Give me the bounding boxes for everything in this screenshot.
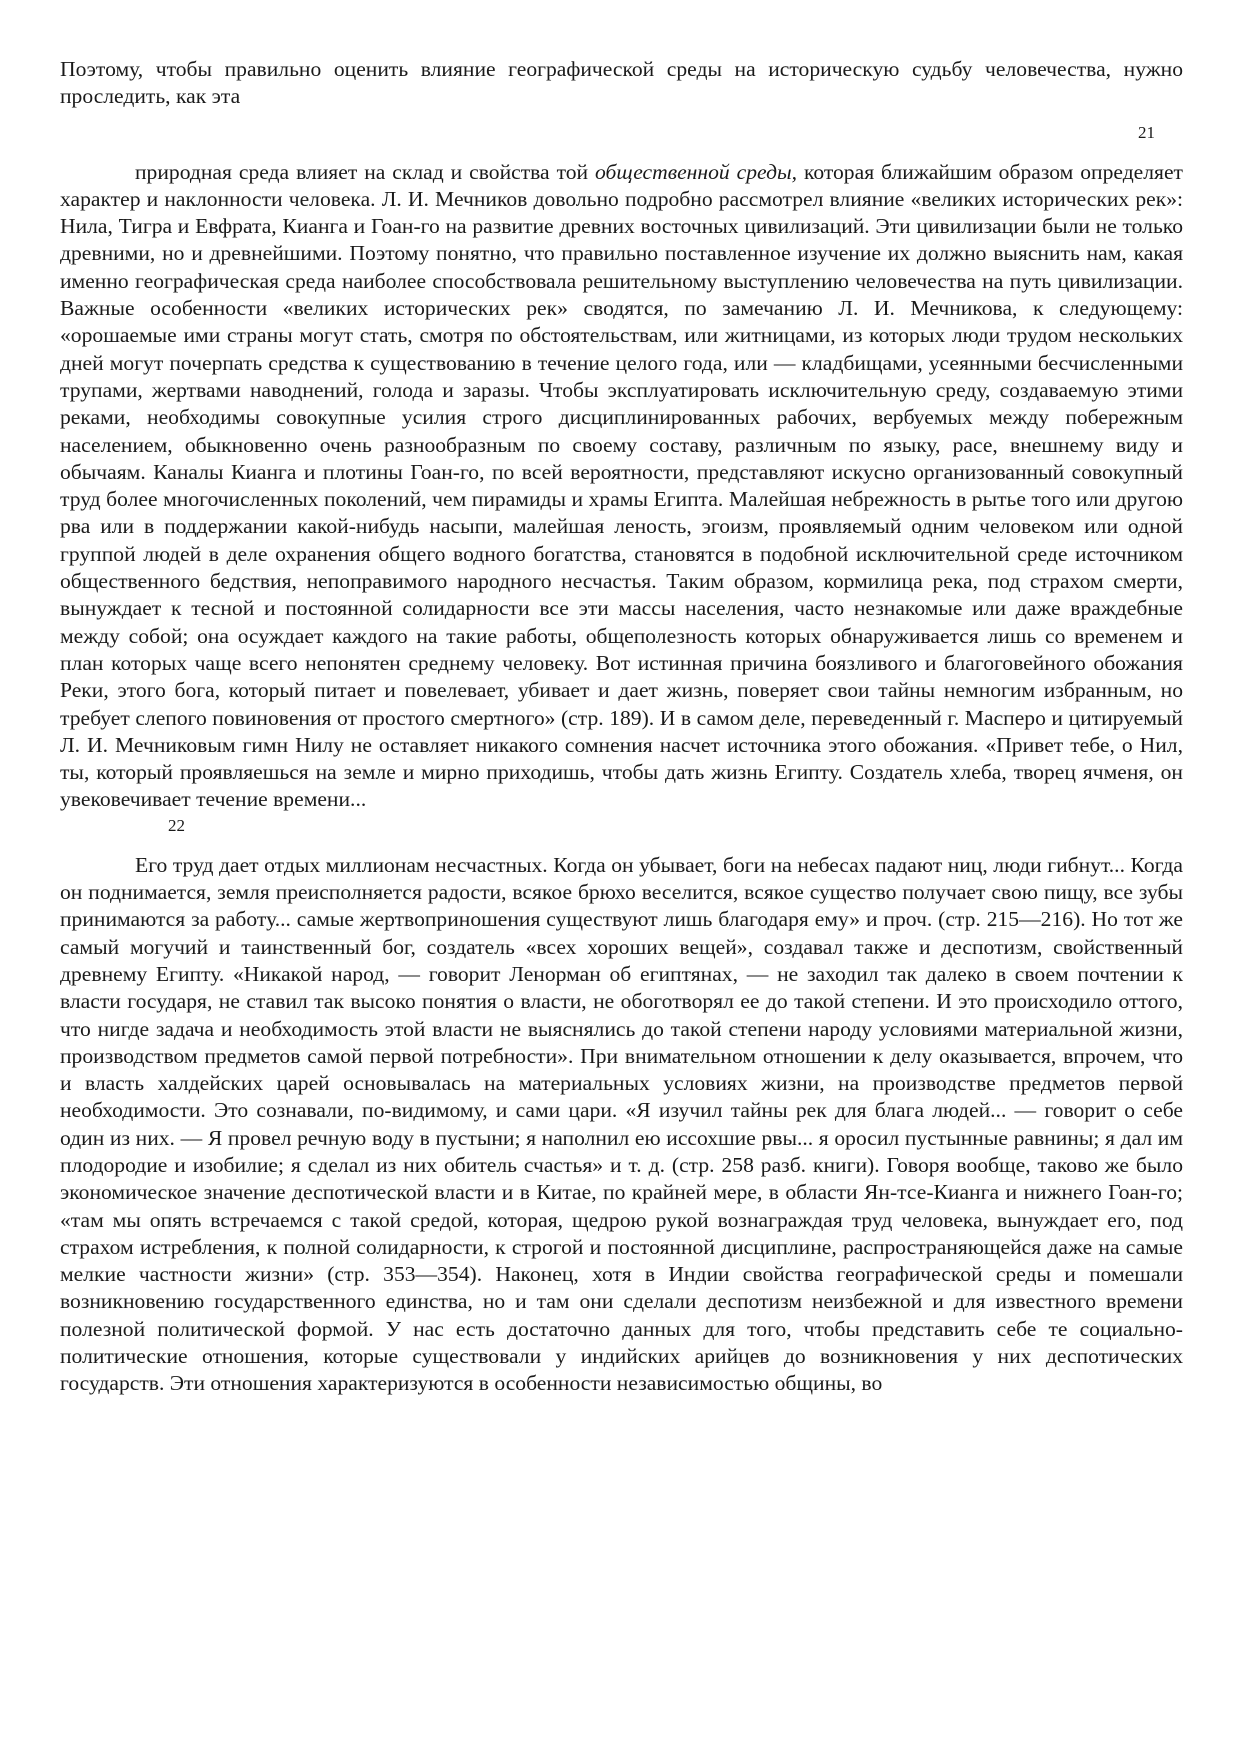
page-number-21: 21 — [1138, 122, 1155, 142]
paragraph-1-start: природная среда влияет на склад и свойства той — [135, 159, 596, 184]
paragraph-2: Его труд дает отдых миллионам несчастных. Когда он убывает, боги на небесах падают ниц, люди гибнут... Когда он поднимается, земля преисполняется радости, всякое брюхо веселится, всякое существо получает свою пищу, все зубы принимаются за работу... самые жертвоприношения существуют лишь благодаря ему» и проч. (стр. 215—216). Но тот же самый могучий и таинственный бог, создатель «всех хороших вещей», создавал также и деспотизм, свойственный древнему Египту. «Никакой народ, — говорит Ленорман об египтянах, — не заходил так далеко в своем почтении к власти государя, не ставил так высоко понятия о власти, не обоготворял ее до такой степени. И это происходило оттого, что нигде задача и необходимость этой власти не выяснялись до такой степени народу условиями материальной жизни, производством предметов самой первой потребности». При внимательном отношении к делу оказывается, впрочем, что и власть халдейских царей основывалась на материальных условиях жизни, на производстве предметов первой необходимости. Это сознавали, по-видимому, и сами цари. «Я изучил тайны рек для блага людей... — говорит о себе один из них. — Я провел речную воду в пустыни; я наполнил ею иссохшие рвы... я оросил пустынные равнины; я дал им плодородие и изобилие; я сделал из них обитель счастья» и т. д. (стр. 258 разб. книги). Говоря вообще, таково же было экономическое значение деспотической власти и в Китае, по крайней мере, в области Ян-тсе-Кианга и нижнего Гоан-го; «там мы опять встречаемся с такой средой, которая, щедрою рукой вознаграждая труд человека, вынуждает его, под страхом истребления, к полной солидарности, к строгой и постоянной дисциплине, распространяющейся даже на самые мелкие частности жизни» (стр. 353—354). Наконец, хотя в Индии свойства географической среды и помешали возникновению государственного единства, но и там они сделали деспотизм неизбежной и для известного времени полезной политической формой. У нас есть достаточно данных для того, чтобы представить себе те социально-политические отношения, которые существовали у индийских арийцев до возникновения у них деспотических государств. Эти отношения характеризуются в особенности независимостью общины, во — [60, 852, 1183, 1396]
paragraph-1-emphasis: общественной среды, — [595, 159, 798, 184]
page-number-22: 22 — [168, 815, 185, 835]
paragraph-1 — [60, 159, 1183, 814]
paragraph-1-rest: которая ближайшим образом определяет характер и наклонности человека. Л. И. Мечников довольно подробно рассмотрел влияние «великих исторических рек»: Нила, Тигра и Евфрата, Кианга и Гоан-го на развитие древних восточных цивилизаций. Эти цивилизации были не только древними, но и древнейшими. Поэтому понятно, что правильно поставленное изучение их должно выяснить нам, какая именно географическая среда наиболее способствовала решительному выступлению человечества на путь цивилизации. Важные особенности «великих исторических рек» сводятся, по замечанию Л. И. Мечникова, к следующему: «орошаемые ими страны могут стать, смотря по обстоятельствам, или житницами, из которых люди трудом нескольких дней могут почерпать средства к существованию в течение целого года, или — кладбищами, усеянными бесчисленными трупами, жертвами наводнений, голода и заразы. Чтобы эксплуатировать исключительную среду, создаваемую этими реками, необходимы совокупные усилия строго дисциплинированных рабочих, вербуемых между побережным населением, обыкновенно очень разнообразным по своему составу, различным по языку, расе, внешнему виду и обычаям. Каналы Кианга и плотины Гоан-го, по всей вероятности, представляют искусно организованный совокупный труд более многочисленных поколений, чем пирамиды и храмы Египта. Малейшая небрежность в рытье того или другою рва или в поддержании какой-нибудь насыпи, малейшая леность, эгоизм, проявляемый одним человеком или одной группой людей в деле охранения общего водного богатства, становятся в подобной исключительной среде источником общественного бедствия, непоправимого народного несчастья. Таким образом, кормилица река, под страхом смерти, вынуждает к тесной и постоянной солидарности все эти массы населения, часто незнакомые или даже враждебные между собой; она осуждает каждого на такие работы, общеполезность которых обнаруживается лишь со временем и план которых чаще всего непонятен среднему человеку. Вот истинная причина боязливого и благоговейного обожания Реки, этого бога, который питает и повелевает, убивает и дает жизнь, поверяет свои тайны немногим избранным, но требует слепого повиновения от простого смертного» (стр. 189). И в самом деле, переведенный г. Масперо и цитируемый Л. И. Мечниковым гимн Нилу не оставляет никакого сомнения насчет источника этого обожания. «Привет тебе, о Нил, ты, который проявляешься на земле и мирно приходишь, чтобы дать жизнь Египту. Создатель хлеба, творец ячменя, он увековечивает течение времени... — [60, 159, 1183, 812]
document-page — [60, 56, 1183, 1398]
intro-paragraph: Поэтому, чтобы правильно оценить влияние географической среды на историческую судьбу человечества, нужно проследить, как эта — [60, 57, 1183, 109]
